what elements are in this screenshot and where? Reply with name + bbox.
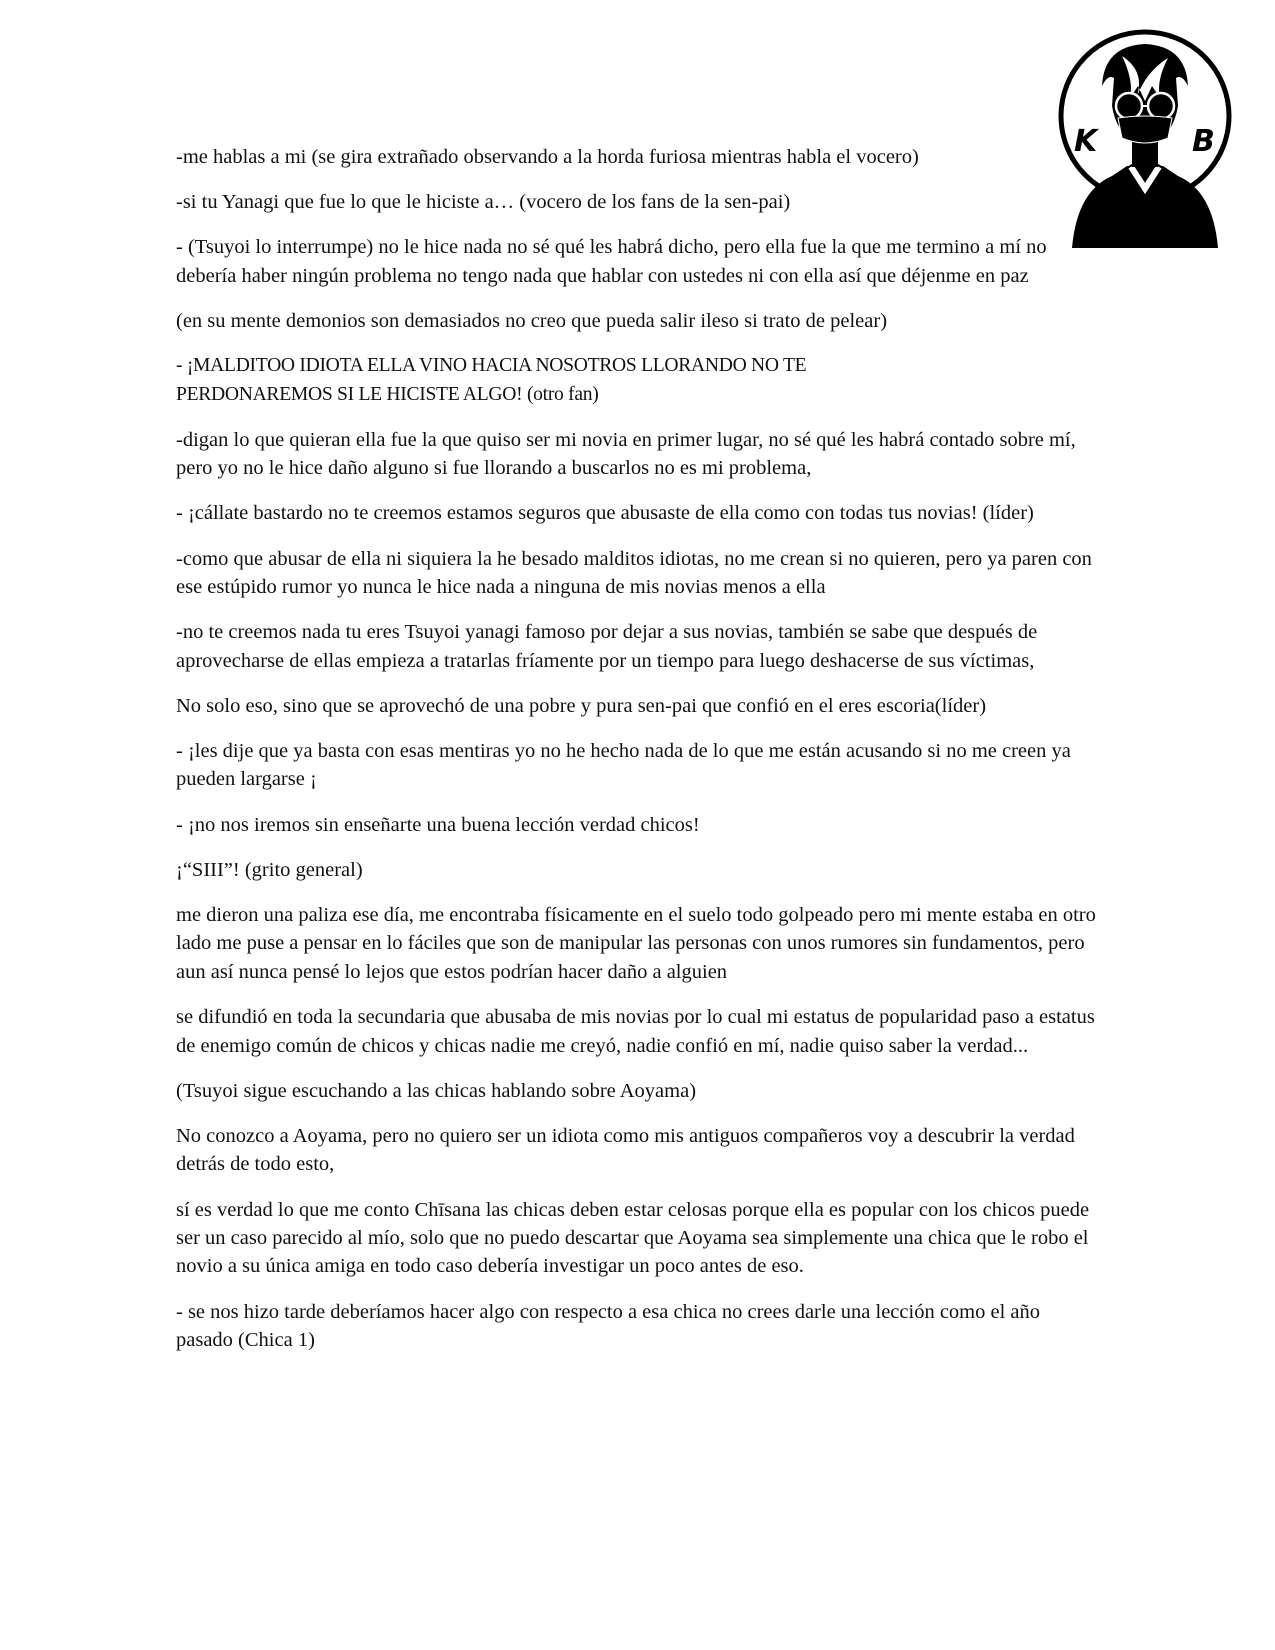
logo-letter-b: B	[1192, 124, 1215, 159]
paragraph: (en su mente demonios son demasiados no creo que pueda salir ileso si trato de pelear)	[176, 310, 888, 333]
paragraph: - ¡no nos iremos sin enseñarte una buena lección verdad chicos!	[176, 813, 700, 836]
logo-letter-k: K	[1074, 124, 1098, 159]
paragraph: -no te creemos nada tu eres Tsuyoi yanagi famoso por dejar a sus novias, también se sabe que después de aprovecharse de ellas empieza a tratarlas fríamente por un tiempo para luego deshacerse de sus víctimas,	[176, 621, 1038, 672]
paragraph: (Tsuyoi sigue escuchando a las chicas hablando sobre Aoyama)	[176, 1079, 697, 1102]
paragraph: - (Tsuyoi lo interrumpe) no le hice nada no sé qué les habrá dicho, pero ella fue la que me termino a mí no debería haber ningún problema no tengo nada que hablar con ustedes ni con ella así que déjenme en paz	[176, 236, 1047, 287]
paragraph: ¡“SIII”! (grito general)	[176, 858, 363, 881]
document-body	[176, 143, 1101, 1371]
paragraph: -me hablas a mi (se gira extrañado observando a la horda furiosa mientras habla el vocero)	[176, 146, 919, 168]
paragraph: sí es verdad lo que me conto Chīsana las chicas deben estar celosas porque ella es popular con los chicos puede ser un caso parecido al mío, solo que no puedo descartar que Aoyama sea simplemente una chica que le robo el novio a su única amiga en todo caso debería investigar un poco antes de eso.	[176, 1198, 1090, 1278]
paragraph: -como que abusar de ella ni siquiera la he besado malditos idiotas, no me crean si no quieren, pero ya paren con ese estúpido rumor yo nunca le hice nada a ninguna de mis novias menos a ella	[176, 547, 1092, 599]
paragraph: - ¡cállate bastardo no te creemos estamos seguros que abusaste de ella como con todas tus novias! (líder)	[176, 502, 1034, 525]
paragraph: -si tu Yanagi que fue lo que le hiciste a… (vocero de los fans de la sen-pai)	[176, 191, 791, 214]
paragraph: -digan lo que quieran ella fue la que quiso ser mi novia en primer lugar, no sé qué les habrá contado sobre mí, pero yo no le hice daño alguno si fue llorando a buscarlos no es mi problema,	[176, 428, 1076, 480]
paragraph: - ¡les dije que ya basta con esas mentiras yo no he hecho nada de lo que me están acusando si no me creen ya pueden largarse ¡	[176, 740, 1071, 791]
paragraph: No solo eso, sino que se aprovechó de una pobre y pura sen-pai que confió en el eres escoria(líder)	[176, 694, 987, 717]
paragraph: No conozco a Aoyama, pero no quiero ser un idiota como mis antiguos compañeros voy a descubrir la verdad detrás de todo esto,	[176, 1124, 1075, 1176]
paragraph: me dieron una paliza ese día, me encontraba físicamente en el suelo todo golpeado pero mi mente estaba en otro lado me puse a pensar en lo fáciles que son de manipular las personas con unos rumores sin fundamentos, pero aun así nunca pensé lo lejos que estos podrían hacer daño a alguien	[176, 904, 1096, 983]
paragraph: - se nos hizo tarde deberíamos hacer algo con respecto a esa chica no crees darle una lección como el año pasado (Chica 1)	[176, 1300, 1041, 1351]
paragraph: - ¡MALDITOO IDIOTA ELLA VINO HACIA NOSOTROS LLORANDO NO TE PERDONAREMOS SI LE HICISTE ALGO! (otro fan)	[176, 355, 807, 405]
paragraph: se difundió en toda la secundaria que abusaba de mis novias por lo cual mi estatus de popularidad paso a estatus de enemigo común de chicos y chicas nadie me creyó, nadie confió en mí, nadie quiso saber la verdad...	[176, 1006, 1095, 1057]
